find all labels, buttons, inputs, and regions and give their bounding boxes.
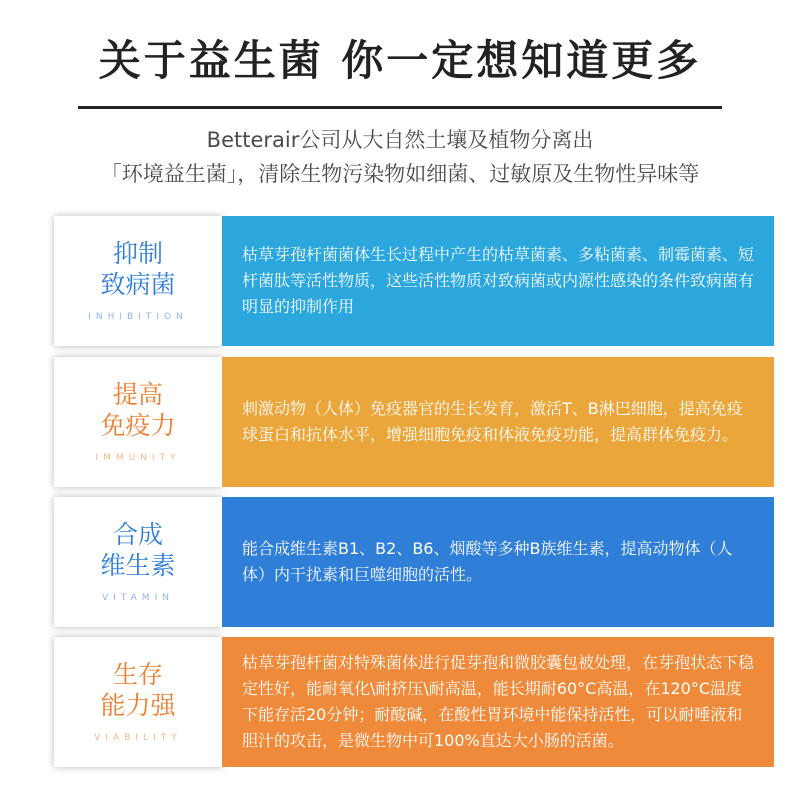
card-title	[54, 238, 222, 300]
intro-line-2: 「环境益生菌」，清除生物污染物如细菌、过敏原及生物性异味等	[100, 162, 700, 186]
card-vitamin	[54, 497, 774, 627]
card-subtitle: VITAMIN	[102, 593, 174, 603]
title-underline	[78, 106, 722, 109]
card-title	[54, 379, 222, 441]
card-description: 枯草芽孢杆菌对特殊菌体进行促芽孢和微胶囊包被处理，在芽孢状态下稳定性好，能耐氧化\耐挤压\耐高温，能长期耐60°C高温，在120°C温度下能存活20分钟；耐酸碱，在酸性胃环境中能保持活性，可以耐唾液和胆汁的攻击，是微生物中可100%直达大小肠的活菌。	[242, 653, 755, 750]
card-title-line-1: 合成	[112, 520, 163, 549]
card-description: 枯草芽孢杆菌菌体生长过程中产生的枯草菌素、多粘菌素、制霉菌素、短杆菌肽等活性物质，这些活性物质对致病菌或内源性感染的条件致病菌有明显的抑制作用	[242, 245, 755, 316]
card-title-line-1: 生存	[112, 660, 163, 689]
card-description-box	[222, 497, 774, 627]
card-title-line-2: 能力强	[100, 691, 176, 720]
card-inhibition	[54, 216, 774, 346]
page-title: 关于益生菌 你一定想知道更多	[98, 36, 702, 85]
card-label-box	[54, 497, 222, 627]
card-immunity	[54, 357, 774, 487]
card-title-line-2: 免疫力	[100, 411, 176, 440]
card-description: 能合成维生素B1、B2、B6、烟酸等多种B族维生素，提高动物体（人体）内干扰素和巨噬细胞的活性。	[242, 539, 733, 584]
card-description-box	[222, 637, 774, 767]
card-subtitle: INHIBITION	[88, 312, 188, 322]
card-subtitle: IMMUNITY	[95, 453, 181, 463]
card-title	[54, 659, 222, 721]
card-label-box	[54, 216, 222, 346]
card-title-line-1: 抑制	[112, 239, 163, 268]
card-label-box	[54, 637, 222, 767]
card-title-line-1: 提高	[112, 380, 163, 409]
card-description: 刺激动物（人体）免疫器官的生长发育，激活T、B淋巴细胞，提高免疫球蛋白和抗体水平，增强细胞免疫和体液免疫功能，提高群体免疫力。	[242, 399, 743, 444]
card-viability	[54, 637, 774, 767]
card-subtitle: VIABILITY	[94, 733, 182, 743]
card-title-line-2: 致病菌	[100, 270, 176, 299]
card-description-box	[222, 216, 774, 346]
card-title-line-2: 维生素	[100, 551, 176, 580]
card-title	[54, 519, 222, 581]
card-label-box	[54, 357, 222, 487]
intro-line-1: Betterair公司从大自然土壤及植物分离出	[206, 128, 594, 152]
card-description-box	[222, 357, 774, 487]
